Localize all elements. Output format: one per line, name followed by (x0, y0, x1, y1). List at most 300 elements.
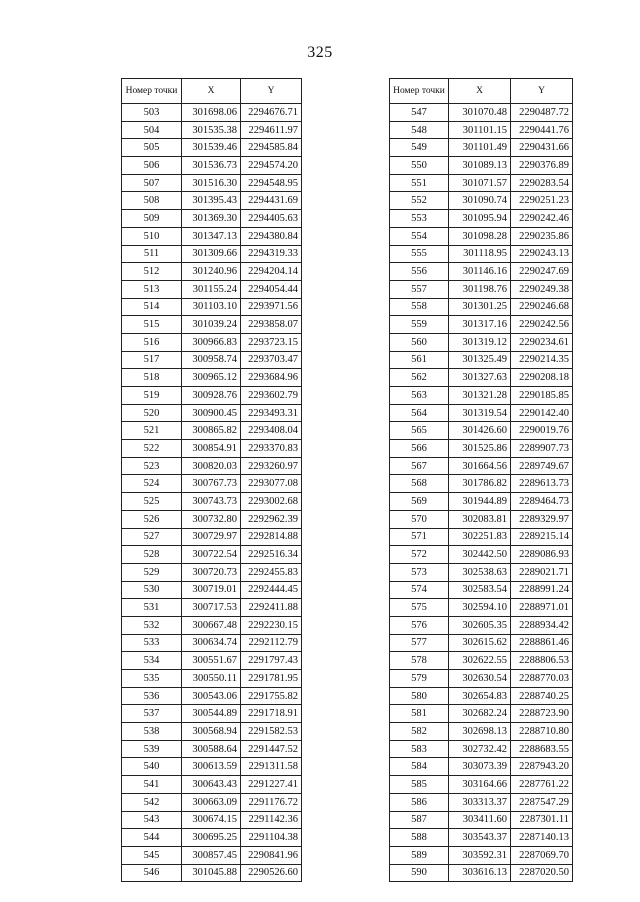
y-coordinate-cell: 2294585.84 (241, 139, 302, 157)
table-row (390, 829, 573, 847)
x-coordinate-cell: 300732.80 (182, 510, 241, 528)
y-coordinate-cell: 2290185.85 (511, 387, 573, 405)
x-coordinate-cell: 300928.76 (182, 387, 241, 405)
point-number-cell: 516 (122, 333, 182, 351)
point-number-cell: 540 (122, 758, 182, 776)
y-coordinate-cell: 2293723.15 (241, 333, 302, 351)
y-coordinate-cell: 2290234.61 (511, 333, 573, 351)
x-coordinate-cell: 301090.74 (449, 192, 511, 210)
y-coordinate-cell: 2292411.88 (241, 599, 302, 617)
x-coordinate-cell: 302682.24 (449, 705, 511, 723)
point-number-cell: 576 (390, 616, 449, 634)
x-coordinate-cell: 301944.89 (449, 493, 511, 511)
point-number-cell: 529 (122, 563, 182, 581)
point-number-cell: 548 (390, 121, 449, 139)
y-coordinate-cell: 2290283.54 (511, 174, 573, 192)
y-coordinate-cell: 2290235.86 (511, 227, 573, 245)
table-row (390, 280, 573, 298)
point-number-cell: 512 (122, 263, 182, 281)
point-number-cell: 544 (122, 829, 182, 847)
point-number-cell: 547 (390, 104, 449, 122)
point-number-cell: 527 (122, 528, 182, 546)
point-number-cell: 566 (390, 440, 449, 458)
y-coordinate-cell: 2290376.89 (511, 157, 573, 175)
y-coordinate-cell: 2293077.08 (241, 475, 302, 493)
y-coordinate-cell: 2294574.20 (241, 157, 302, 175)
y-coordinate-cell: 2294431.69 (241, 192, 302, 210)
table-row (390, 811, 573, 829)
header-y: Y (511, 79, 573, 104)
point-number-cell: 542 (122, 793, 182, 811)
y-coordinate-cell: 2292455.83 (241, 563, 302, 581)
table-row (390, 227, 573, 245)
table-row (122, 298, 302, 316)
table-row (122, 245, 302, 263)
table-row (122, 227, 302, 245)
table-row (390, 457, 573, 475)
point-number-cell: 582 (390, 723, 449, 741)
x-coordinate-cell: 303073.39 (449, 758, 511, 776)
x-coordinate-cell: 300550.11 (182, 670, 241, 688)
y-coordinate-cell: 2291142.36 (241, 811, 302, 829)
x-coordinate-cell: 302594.10 (449, 599, 511, 617)
y-coordinate-cell: 2290019.76 (511, 422, 573, 440)
point-number-cell: 571 (390, 528, 449, 546)
point-number-cell: 537 (122, 705, 182, 723)
table-row (122, 387, 302, 405)
y-coordinate-cell: 2290841.96 (241, 846, 302, 864)
table-row (390, 528, 573, 546)
point-number-cell: 556 (390, 263, 449, 281)
point-number-cell: 545 (122, 846, 182, 864)
table-row (390, 121, 573, 139)
y-coordinate-cell: 2293684.96 (241, 369, 302, 387)
point-number-cell: 579 (390, 670, 449, 688)
y-coordinate-cell: 2294405.63 (241, 210, 302, 228)
x-coordinate-cell: 300958.74 (182, 351, 241, 369)
point-number-cell: 584 (390, 758, 449, 776)
header-point-number: Номер точки (390, 79, 449, 104)
table-row (390, 510, 573, 528)
y-coordinate-cell: 2291718.91 (241, 705, 302, 723)
point-number-cell: 538 (122, 723, 182, 741)
x-coordinate-cell: 300588.64 (182, 740, 241, 758)
table-row (122, 546, 302, 564)
x-coordinate-cell: 301539.46 (182, 139, 241, 157)
table-row (390, 793, 573, 811)
point-number-cell: 509 (122, 210, 182, 228)
y-coordinate-cell: 2289907.73 (511, 440, 573, 458)
point-number-cell: 508 (122, 192, 182, 210)
header-y: Y (241, 79, 302, 104)
x-coordinate-cell: 300854.91 (182, 440, 241, 458)
x-coordinate-cell: 301198.76 (449, 280, 511, 298)
y-coordinate-cell: 2289215.14 (511, 528, 573, 546)
x-coordinate-cell: 300544.89 (182, 705, 241, 723)
point-number-cell: 575 (390, 599, 449, 617)
x-coordinate-cell: 300966.83 (182, 333, 241, 351)
y-coordinate-cell: 2292814.88 (241, 528, 302, 546)
table-row (122, 493, 302, 511)
y-coordinate-cell: 2290526.60 (241, 864, 302, 882)
table-row (390, 139, 573, 157)
y-coordinate-cell: 2290243.13 (511, 245, 573, 263)
x-coordinate-cell: 301535.38 (182, 121, 241, 139)
table-row (122, 139, 302, 157)
point-number-cell: 511 (122, 245, 182, 263)
point-number-cell: 524 (122, 475, 182, 493)
table-row (390, 652, 573, 670)
table-row (390, 846, 573, 864)
table-row (390, 333, 573, 351)
table-row (122, 776, 302, 794)
table-row (390, 422, 573, 440)
point-number-cell: 518 (122, 369, 182, 387)
table-row (122, 793, 302, 811)
x-coordinate-cell: 300551.67 (182, 652, 241, 670)
point-number-cell: 514 (122, 298, 182, 316)
point-number-cell: 523 (122, 457, 182, 475)
coordinates-table-right (389, 78, 573, 882)
table-row (122, 846, 302, 864)
x-coordinate-cell: 300643.43 (182, 776, 241, 794)
point-number-cell: 550 (390, 157, 449, 175)
point-number-cell: 580 (390, 687, 449, 705)
table-row (122, 351, 302, 369)
table-row (122, 758, 302, 776)
y-coordinate-cell: 2291582.53 (241, 723, 302, 741)
x-coordinate-cell: 302698.13 (449, 723, 511, 741)
header-x: X (449, 79, 511, 104)
point-number-cell: 553 (390, 210, 449, 228)
point-number-cell: 534 (122, 652, 182, 670)
point-number-cell: 504 (122, 121, 182, 139)
table-row (390, 776, 573, 794)
x-coordinate-cell: 300900.45 (182, 404, 241, 422)
y-coordinate-cell: 2293002.68 (241, 493, 302, 511)
point-number-cell: 558 (390, 298, 449, 316)
y-coordinate-cell: 2288710.80 (511, 723, 573, 741)
table-row (122, 687, 302, 705)
x-coordinate-cell: 300743.73 (182, 493, 241, 511)
table-header-row (122, 79, 302, 104)
x-coordinate-cell: 303543.37 (449, 829, 511, 847)
point-number-cell: 551 (390, 174, 449, 192)
y-coordinate-cell: 2291797.43 (241, 652, 302, 670)
point-number-cell: 587 (390, 811, 449, 829)
y-coordinate-cell: 2291311.58 (241, 758, 302, 776)
table-row (390, 670, 573, 688)
coordinates-table-left (121, 78, 302, 882)
table-row (122, 104, 302, 122)
x-coordinate-cell: 300695.25 (182, 829, 241, 847)
x-coordinate-cell: 301095.94 (449, 210, 511, 228)
point-number-cell: 536 (122, 687, 182, 705)
x-coordinate-cell: 301516.30 (182, 174, 241, 192)
point-number-cell: 535 (122, 670, 182, 688)
point-number-cell: 505 (122, 139, 182, 157)
table-row (122, 121, 302, 139)
point-number-cell: 577 (390, 634, 449, 652)
table-row (390, 174, 573, 192)
y-coordinate-cell: 2290208.18 (511, 369, 573, 387)
point-number-cell: 503 (122, 104, 182, 122)
table-row (122, 510, 302, 528)
point-number-cell: 581 (390, 705, 449, 723)
y-coordinate-cell: 2291104.38 (241, 829, 302, 847)
table-row (390, 616, 573, 634)
x-coordinate-cell: 301317.16 (449, 316, 511, 334)
point-number-cell: 569 (390, 493, 449, 511)
y-coordinate-cell: 2293858.07 (241, 316, 302, 334)
y-coordinate-cell: 2290251.23 (511, 192, 573, 210)
point-number-cell: 506 (122, 157, 182, 175)
point-number-cell: 559 (390, 316, 449, 334)
table-row (122, 705, 302, 723)
y-coordinate-cell: 2288740.25 (511, 687, 573, 705)
table-row (122, 652, 302, 670)
y-coordinate-cell: 2293971.56 (241, 298, 302, 316)
point-number-cell: 570 (390, 510, 449, 528)
y-coordinate-cell: 2291781.95 (241, 670, 302, 688)
x-coordinate-cell: 300674.15 (182, 811, 241, 829)
table-row (122, 599, 302, 617)
y-coordinate-cell: 2287761.22 (511, 776, 573, 794)
x-coordinate-cell: 300729.97 (182, 528, 241, 546)
x-coordinate-cell: 301309.66 (182, 245, 241, 263)
point-number-cell: 519 (122, 387, 182, 405)
y-coordinate-cell: 2287020.50 (511, 864, 573, 882)
header-point-number: Номер точки (122, 79, 182, 104)
y-coordinate-cell: 2290431.66 (511, 139, 573, 157)
table-row (390, 298, 573, 316)
point-number-cell: 564 (390, 404, 449, 422)
x-coordinate-cell: 301426.60 (449, 422, 511, 440)
x-coordinate-cell: 302605.35 (449, 616, 511, 634)
x-coordinate-cell: 301240.96 (182, 263, 241, 281)
y-coordinate-cell: 2294204.14 (241, 263, 302, 281)
y-coordinate-cell: 2289329.97 (511, 510, 573, 528)
y-coordinate-cell: 2287301.11 (511, 811, 573, 829)
x-coordinate-cell: 300543.06 (182, 687, 241, 705)
y-coordinate-cell: 2288934.42 (511, 616, 573, 634)
table-row (390, 758, 573, 776)
point-number-cell: 578 (390, 652, 449, 670)
table-header-row (390, 79, 573, 104)
y-coordinate-cell: 2294611.97 (241, 121, 302, 139)
y-coordinate-cell: 2293408.04 (241, 422, 302, 440)
y-coordinate-cell: 2290247.69 (511, 263, 573, 281)
point-number-cell: 549 (390, 139, 449, 157)
y-coordinate-cell: 2288683.55 (511, 740, 573, 758)
point-number-cell: 539 (122, 740, 182, 758)
y-coordinate-cell: 2287547.29 (511, 793, 573, 811)
table-row (122, 864, 302, 882)
point-number-cell: 528 (122, 546, 182, 564)
x-coordinate-cell: 301071.57 (449, 174, 511, 192)
y-coordinate-cell: 2289749.67 (511, 457, 573, 475)
point-number-cell: 585 (390, 776, 449, 794)
point-number-cell: 568 (390, 475, 449, 493)
table-row (390, 369, 573, 387)
table-row (122, 157, 302, 175)
point-number-cell: 526 (122, 510, 182, 528)
point-number-cell: 590 (390, 864, 449, 882)
x-coordinate-cell: 302732.42 (449, 740, 511, 758)
x-coordinate-cell: 302630.54 (449, 670, 511, 688)
table-row (122, 316, 302, 334)
x-coordinate-cell: 301146.16 (449, 263, 511, 281)
y-coordinate-cell: 2294548.95 (241, 174, 302, 192)
table-row (122, 404, 302, 422)
y-coordinate-cell: 2289464.73 (511, 493, 573, 511)
x-coordinate-cell: 300767.73 (182, 475, 241, 493)
x-coordinate-cell: 301319.12 (449, 333, 511, 351)
x-coordinate-cell: 301101.49 (449, 139, 511, 157)
y-coordinate-cell: 2290242.56 (511, 316, 573, 334)
table-row (122, 528, 302, 546)
point-number-cell: 567 (390, 457, 449, 475)
table-row (122, 192, 302, 210)
y-coordinate-cell: 2290214.35 (511, 351, 573, 369)
point-number-cell: 560 (390, 333, 449, 351)
x-coordinate-cell: 301039.24 (182, 316, 241, 334)
point-number-cell: 552 (390, 192, 449, 210)
point-number-cell: 572 (390, 546, 449, 564)
table-row (390, 245, 573, 263)
table-row (390, 104, 573, 122)
table-row (390, 157, 573, 175)
x-coordinate-cell: 301070.48 (449, 104, 511, 122)
x-coordinate-cell: 301664.56 (449, 457, 511, 475)
x-coordinate-cell: 301369.30 (182, 210, 241, 228)
point-number-cell: 530 (122, 581, 182, 599)
x-coordinate-cell: 300722.54 (182, 546, 241, 564)
point-number-cell: 520 (122, 404, 182, 422)
table-row (390, 192, 573, 210)
y-coordinate-cell: 2288770.03 (511, 670, 573, 688)
x-coordinate-cell: 301155.24 (182, 280, 241, 298)
x-coordinate-cell: 302654.83 (449, 687, 511, 705)
table-row (390, 404, 573, 422)
x-coordinate-cell: 300820.03 (182, 457, 241, 475)
y-coordinate-cell: 2291447.52 (241, 740, 302, 758)
table-row (390, 210, 573, 228)
y-coordinate-cell: 2291227.41 (241, 776, 302, 794)
point-number-cell: 513 (122, 280, 182, 298)
table-row (122, 440, 302, 458)
table-row (390, 563, 573, 581)
point-number-cell: 554 (390, 227, 449, 245)
table-row (390, 723, 573, 741)
table-row (390, 634, 573, 652)
y-coordinate-cell: 2290242.46 (511, 210, 573, 228)
point-number-cell: 515 (122, 316, 182, 334)
point-number-cell: 522 (122, 440, 182, 458)
table-row (122, 475, 302, 493)
x-coordinate-cell: 301321.28 (449, 387, 511, 405)
table-row (390, 316, 573, 334)
point-number-cell: 533 (122, 634, 182, 652)
x-coordinate-cell: 301327.63 (449, 369, 511, 387)
table-row (122, 174, 302, 192)
x-coordinate-cell: 301698.06 (182, 104, 241, 122)
x-coordinate-cell: 302251.83 (449, 528, 511, 546)
x-coordinate-cell: 302083.81 (449, 510, 511, 528)
table-row (390, 493, 573, 511)
table-row (390, 705, 573, 723)
y-coordinate-cell: 2292444.45 (241, 581, 302, 599)
point-number-cell: 586 (390, 793, 449, 811)
point-number-cell: 573 (390, 563, 449, 581)
table-row (390, 740, 573, 758)
x-coordinate-cell: 301089.13 (449, 157, 511, 175)
y-coordinate-cell: 2293703.47 (241, 351, 302, 369)
table-row (390, 263, 573, 281)
x-coordinate-cell: 303616.13 (449, 864, 511, 882)
x-coordinate-cell: 301395.43 (182, 192, 241, 210)
table-row (390, 864, 573, 882)
table-row (122, 740, 302, 758)
x-coordinate-cell: 302538.63 (449, 563, 511, 581)
table-row (122, 670, 302, 688)
x-coordinate-cell: 302583.54 (449, 581, 511, 599)
table-row (122, 829, 302, 847)
x-coordinate-cell: 301347.13 (182, 227, 241, 245)
y-coordinate-cell: 2288723.90 (511, 705, 573, 723)
point-number-cell: 532 (122, 616, 182, 634)
point-number-cell: 531 (122, 599, 182, 617)
table-row (390, 581, 573, 599)
table-row (122, 723, 302, 741)
x-coordinate-cell: 302615.62 (449, 634, 511, 652)
x-coordinate-cell: 301045.88 (182, 864, 241, 882)
y-coordinate-cell: 2290249.38 (511, 280, 573, 298)
point-number-cell: 562 (390, 369, 449, 387)
y-coordinate-cell: 2290441.76 (511, 121, 573, 139)
y-coordinate-cell: 2291755.82 (241, 687, 302, 705)
y-coordinate-cell: 2289613.73 (511, 475, 573, 493)
point-number-cell: 517 (122, 351, 182, 369)
table-row (122, 263, 302, 281)
point-number-cell: 543 (122, 811, 182, 829)
y-coordinate-cell: 2294676.71 (241, 104, 302, 122)
point-number-cell: 557 (390, 280, 449, 298)
y-coordinate-cell: 2294380.84 (241, 227, 302, 245)
y-coordinate-cell: 2288861.46 (511, 634, 573, 652)
table-row (122, 811, 302, 829)
x-coordinate-cell: 302442.50 (449, 546, 511, 564)
point-number-cell: 525 (122, 493, 182, 511)
x-coordinate-cell: 301536.73 (182, 157, 241, 175)
x-coordinate-cell: 300634.74 (182, 634, 241, 652)
table-row (390, 687, 573, 705)
x-coordinate-cell: 301786.82 (449, 475, 511, 493)
x-coordinate-cell: 300865.82 (182, 422, 241, 440)
y-coordinate-cell: 2293260.97 (241, 457, 302, 475)
point-number-cell: 563 (390, 387, 449, 405)
x-coordinate-cell: 300663.09 (182, 793, 241, 811)
table-row (122, 369, 302, 387)
table-row (122, 634, 302, 652)
y-coordinate-cell: 2294319.33 (241, 245, 302, 263)
point-number-cell: 574 (390, 581, 449, 599)
y-coordinate-cell: 2287069.70 (511, 846, 573, 864)
x-coordinate-cell: 300568.94 (182, 723, 241, 741)
point-number-cell: 565 (390, 422, 449, 440)
table-row (122, 422, 302, 440)
y-coordinate-cell: 2292516.34 (241, 546, 302, 564)
